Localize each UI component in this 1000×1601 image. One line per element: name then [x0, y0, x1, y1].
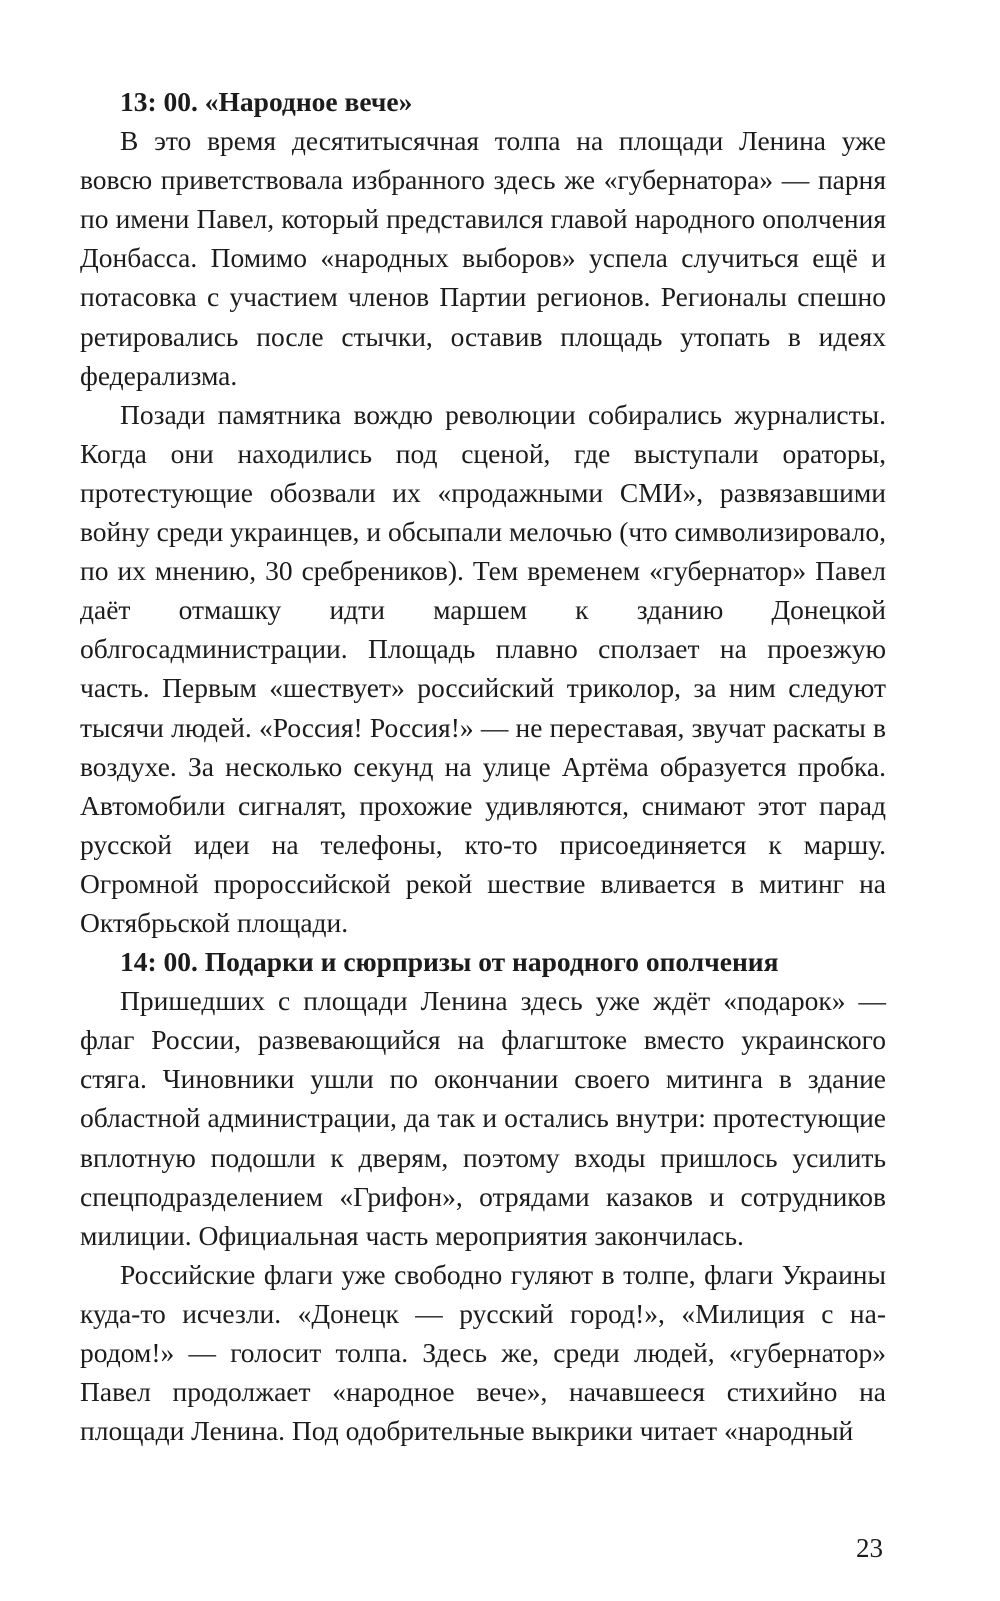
section-heading-1400: 14: 00. Подарки и сюрпризы от народного ополчения [120, 946, 779, 978]
page-number: 23 [856, 1533, 883, 1563]
paragraph: Позади памятника вождю революции собирались журналисты. Когда они находились под сценой, где выступали ораторы, протестующие обозвали их «продажными СМИ», развязавшими войну среди украинцев, и обсыпали мелочью (что символизировало, по их мнению, 30 сребреников). Тем временем «губернатор» Павел даёт отмашку идти маршем к зданию Донецкой облгосадминистрации. Площадь плавно сползает на проезжую часть. Первым «шествует» российский триколор, за ним следуют тысячи людей. «Россия! Россия!» — не переставая, звучат раскаты в воздухе. За несколько секунд на улице Артёма образуется пробка. Автомобили сигналят, прохожие удивляются, снимают этот парад русской идеи на телефоны, кто-то присоединяется к маршу. Огромной пророссийской рекой шествие вливается в митинг на Октябрьской площади. [80, 398, 886, 938]
section-heading-1300: 13: 00. «Народное вече» [120, 86, 413, 117]
paragraph: Пришедших с площади Ленина здесь уже ждёт «подарок» — флаг России, развевающийся на флагштоке вместо украинского стяга. Чиновники ушли по окончании своего митинга в здание областной администрации, да так и остались внутри: протестующие вплотную подошли к дверям, поэтому входы пришлось усилить спецподразделением «Грифон», отрядами казаков и сотрудников милиции. Официальная часть мероприятия закончилась. [80, 985, 886, 1251]
paragraph: Российские флаги уже свободно гуляют в толпе, флаги Украины куда-то исчезли. «Донецк — русский город!», «Милиция с народом!» — голосит толпа. Здесь же, среди людей, «губернатор» Павел продолжает «народное вече», начавшееся стихийно на площади Ленина. Под одобрительные выкрики читает «народный [80, 1258, 886, 1447]
text-block [80, 82, 886, 1450]
paragraph: В это время десятитысячная толпа на площади Ленина уже вовсю приветствовала избранного здесь же «губернатора» — парня по имени Павел, который представился главой народного ополчения Донбасса. Помимо «народных выборов» успела случиться ещё и потасовка с участием членов Партии регионов. Регионалы спешно ретировались после стычки, оставив площадь утопать в идеях федерализма. [80, 125, 886, 391]
